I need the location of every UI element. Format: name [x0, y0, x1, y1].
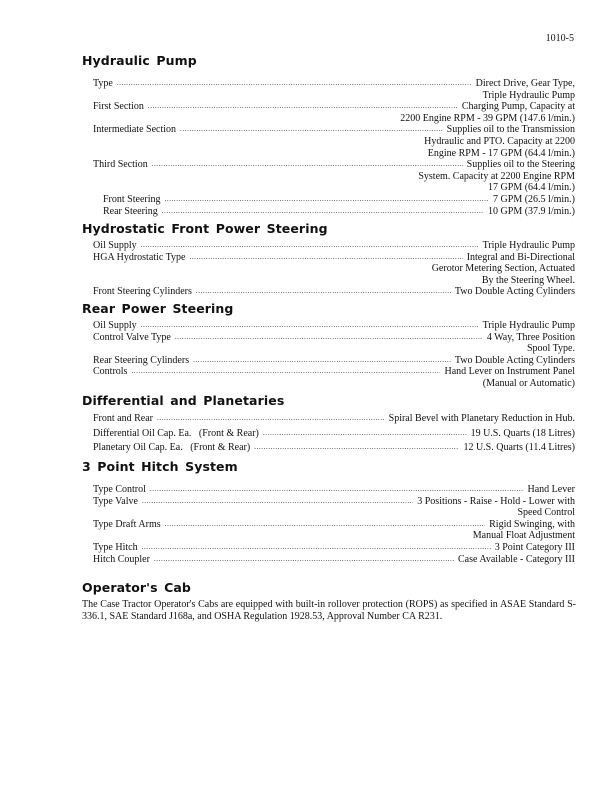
spec-row: [93, 413, 575, 425]
spec-value: Rigid Swinging, with: [489, 518, 575, 530]
spec-label: Front and Rear: [93, 413, 153, 424]
leader-dots: [162, 206, 484, 218]
leader-dots: [193, 355, 451, 367]
spec-value: 10 GPM (37.9 l/min.): [488, 205, 575, 217]
section-3-point-hitch-system: [93, 484, 575, 565]
spec-value: Two Double Acting Cylinders: [454, 354, 575, 366]
leader-dots: [196, 286, 451, 298]
spec-value-cont: Speed Control: [517, 507, 575, 519]
spec-value: 12 U.S. Quarts (11.4 Litres): [463, 442, 575, 454]
spec-row: [93, 78, 575, 90]
spec-label: Type: [93, 78, 113, 89]
spec-label: Oil Supply: [93, 320, 137, 331]
spec-row: [93, 355, 575, 367]
leader-dots: [157, 413, 385, 425]
spec-row: [93, 496, 575, 508]
spec-value: Hand Lever on Instrument Panel: [444, 366, 575, 378]
leader-dots: [142, 496, 413, 508]
spec-value-cont: Spool Type.: [526, 343, 575, 355]
spec-value-cont: Manual Float Adjustment: [472, 530, 575, 542]
spec-row: [93, 332, 575, 344]
spec-value-cont: Gerotor Metering Section, Actuated: [431, 263, 575, 275]
spec-label: Planetary Oil Cap. Ea. (Front & Rear): [93, 442, 251, 454]
spec-value-cont: Triple Hydraulic Pump: [482, 89, 575, 101]
spec-value: Spiral Bevel with Planetary Reduction in Hub.: [388, 413, 575, 424]
leader-dots: [148, 101, 458, 113]
leader-dots: [150, 484, 524, 496]
spec-value-cont: 2200 Engine RPM - 39 GPM (147.6 l/min.): [400, 112, 575, 124]
heading-hydraulic-pump: Hydraulic Pump: [82, 53, 197, 68]
leader-dots: [189, 252, 462, 264]
spec-row: [93, 101, 575, 113]
spec-row: [93, 519, 575, 531]
spec-value: 3 Point Category III: [494, 541, 575, 553]
leader-dots: [141, 240, 479, 252]
spec-row: [93, 206, 575, 218]
spec-label: Front Steering Cylinders: [93, 286, 192, 298]
spec-value: 3 Positions - Raise - Hold - Lower with: [417, 495, 575, 507]
spec-value-cont: 17 GPM (64.4 l/min.): [488, 182, 575, 194]
spec-value: Direct Drive, Gear Type,: [475, 78, 575, 89]
spec-label: Differential Oil Cap. Ea. (Front & Rear): [93, 427, 259, 439]
heading-rear-power-steering: Rear Power Steering: [82, 301, 234, 316]
spec-row: [93, 484, 575, 496]
leader-dots: [154, 554, 454, 566]
spec-row: [93, 542, 575, 554]
heading-operators-cab: Operator's Cab: [82, 580, 191, 595]
spec-row: [93, 252, 575, 264]
spec-value-cont: (Manual or Automatic): [482, 377, 575, 389]
spec-label: Controls: [93, 366, 128, 378]
leader-dots: [165, 194, 490, 206]
spec-row: [93, 240, 575, 252]
heading-3-point-hitch-system: 3 Point Hitch System: [82, 459, 238, 474]
spec-label: Type Draft Arms: [93, 518, 161, 530]
leader-dots: [142, 542, 491, 554]
section-rear-power-steering: [93, 320, 575, 390]
leader-dots: [165, 519, 486, 531]
spec-row: [93, 286, 575, 298]
spec-value: Triple Hydraulic Pump: [482, 320, 575, 331]
spec-value: Charging Pump, Capacity at: [461, 101, 575, 113]
leader-dots: [175, 332, 483, 344]
spec-value-cont: Hydraulic and PTO. Capacity at 2200: [424, 135, 575, 147]
spec-label: Hitch Coupler: [93, 553, 150, 565]
leader-dots: [117, 78, 472, 90]
spec-value: Two Double Acting Cylinders: [454, 286, 575, 298]
spec-value: 4 Way, Three Position: [486, 331, 575, 343]
spec-value: 7 GPM (26.5 l/min.): [493, 193, 575, 205]
page-number: 1010-5: [545, 33, 574, 44]
leader-dots: [131, 366, 440, 378]
spec-value: Supplies oil to the Steering: [466, 159, 575, 171]
spec-value-cont: By the Steering Wheel.: [481, 274, 575, 286]
spec-row: [93, 428, 575, 440]
spec-value: Triple Hydraulic Pump: [482, 240, 575, 251]
spec-label: First Section: [93, 101, 144, 113]
spec-value: Supplies oil to the Transmission: [446, 124, 575, 136]
spec-label: Rear Steering: [103, 205, 158, 217]
leader-dots: [141, 320, 479, 332]
section-hydrostatic-front-power-steering: [93, 240, 575, 298]
spec-label: Intermediate Section: [93, 124, 177, 136]
section-differential-and-planetaries: [93, 413, 575, 454]
spec-label: Rear Steering Cylinders: [93, 354, 190, 366]
heading-hydrostatic-front-power-steering: Hydrostatic Front Power Steering: [82, 221, 328, 236]
spec-row: [93, 366, 575, 378]
spec-label: Type Hitch: [93, 541, 138, 553]
spec-label: Control Valve Type: [93, 331, 171, 343]
spec-label: Third Section: [93, 159, 148, 171]
spec-label: Type Control: [93, 484, 146, 495]
spec-row: [93, 442, 575, 454]
spec-row: [93, 159, 575, 171]
spec-value: Integral and Bi-Directional: [466, 251, 575, 263]
spec-value: 19 U.S. Quarts (18 Litres): [470, 427, 575, 439]
spec-row: [93, 554, 575, 566]
spec-value: Case Available - Category III: [458, 553, 575, 565]
spec-value-cont: System. Capacity at 2200 Engine RPM: [418, 170, 575, 182]
spec-label: Type Valve: [93, 495, 138, 507]
spec-label: HGA Hydrostatic Type: [93, 251, 186, 263]
spec-value: Hand Lever: [527, 484, 575, 495]
leader-dots: [254, 442, 459, 454]
spec-value-cont: Engine RPM - 17 GPM (64.4 l/min.): [427, 147, 575, 159]
section-hydraulic-pump: [93, 78, 575, 217]
leader-dots: [152, 159, 463, 171]
leader-dots: [263, 428, 467, 440]
leader-dots: [180, 124, 443, 136]
heading-differential-and-planetaries: Differential and Planetaries: [82, 393, 285, 408]
spec-row: [93, 124, 575, 136]
spec-row: [93, 320, 575, 332]
spec-label: Front Steering: [103, 193, 161, 205]
spec-label: Oil Supply: [93, 240, 137, 251]
operators-cab-paragraph: The Case Tractor Operator's Cabs are equipped with built-in rollover protection (ROPS) as specified in ASAE Standard S-336.1, SAE Standard J168a, and OSHA Regulation 1928.53, Approval Number CA R231.: [82, 599, 576, 622]
spec-row: [93, 194, 575, 206]
